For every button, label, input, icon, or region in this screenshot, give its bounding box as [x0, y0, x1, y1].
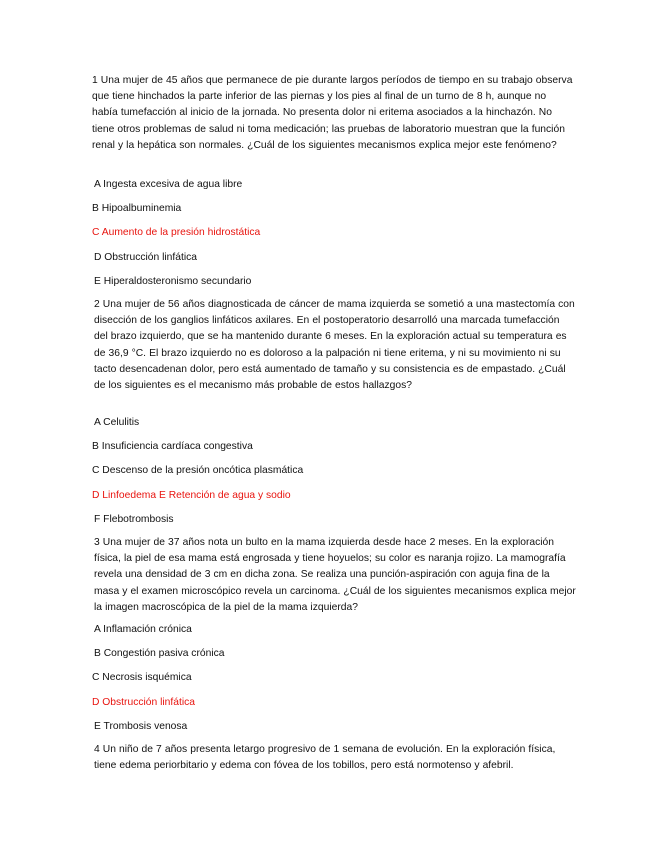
- question-1-option-d: D Obstrucción linfática: [94, 252, 198, 263]
- question-2-option-c: C Descenso de la presión oncótica plasmática: [92, 465, 304, 476]
- question-2-option-d-correct: D Linfoedema E Retención de agua y sodio: [92, 490, 291, 501]
- question-2-text: 2 Una mujer de 56 años diagnosticada de cáncer de mama izquierda se sometió a una mastectomía con disección de los ganglios linfáticos axilares. En el postoperatorio desarrolló una marcada tumefacción del brazo izquierdo, que se ha mantenido durante 6 meses. En la exploración actual su temperatura es de 36,9 °C. El brazo izquierdo no es doloroso a la palpación ni tiene eritema, y ni su movimiento ni su tacto desencadenan dolor, pero está aumentado de tamaño y su consistencia es de empastado. ¿Cuál de los siguientes es el mecanismo más probable de estos hallazgos?: [94, 299, 575, 392]
- question-2-option-b: B Insuficiencia cardíaca congestiva: [92, 441, 253, 452]
- question-1-option-b: B Hipoalbuminemia: [92, 203, 182, 214]
- question-3-option-e: E Trombosis venosa: [94, 721, 188, 732]
- question-3-text: 3 Una mujer de 37 años nota un bulto en la mama izquierda desde hace 2 meses. En la exploración física, la piel de esa mama está engrosada y tiene hoyuelos; su color es naranja rojizo. La mamografía revela una densidad de 3 cm en dicha zona. Se realiza una punción-aspiración con aguja fina de la masa y el examen microscópico revela un carcinoma. ¿Cuál de los siguientes mecanismos explica mejor la imagen macroscópica de la piel de la mama izquierda?: [94, 537, 576, 613]
- question-1-text: 1 Una mujer de 45 años que permanece de pie durante largos períodos de tiempo en su trabajo observa que tiene hinchados la parte inferior de las piernas y los pies al final de un turno de 8 h, aunque no había tumefacción al inicio de la jornada. No presenta dolor ni eritema asociados a la hinchazón. No tiene otros problemas de salud ni toma medicación; las pruebas de laboratorio muestran que la función renal y la hepática son normales. ¿Cuál de los siguientes mecanismos explica mejor este fenómeno?: [92, 75, 573, 151]
- question-2-option-f: F Flebotrombosis: [94, 514, 174, 525]
- question-3-option-c: C Necrosis isquémica: [92, 672, 192, 683]
- question-2-option-a: A Celulitis: [94, 417, 140, 428]
- question-3-option-d-correct: D Obstrucción linfática: [92, 697, 196, 708]
- question-1-option-c-correct: C Aumento de la presión hidrostática: [92, 227, 261, 238]
- question-1-option-e: E Hiperaldosteronismo secundario: [94, 276, 252, 287]
- question-3-option-b: B Congestión pasiva crónica: [94, 648, 225, 659]
- question-4-text: 4 Un niño de 7 años presenta letargo progresivo de 1 semana de evolución. En la exploración física, tiene edema periorbitario y edema con fóvea de los tobillos, pero está normotenso y afebril.: [94, 744, 556, 772]
- question-3-option-a: A Inflamación crónica: [94, 624, 192, 635]
- question-1-option-a: A Ingesta excesiva de agua libre: [94, 179, 243, 190]
